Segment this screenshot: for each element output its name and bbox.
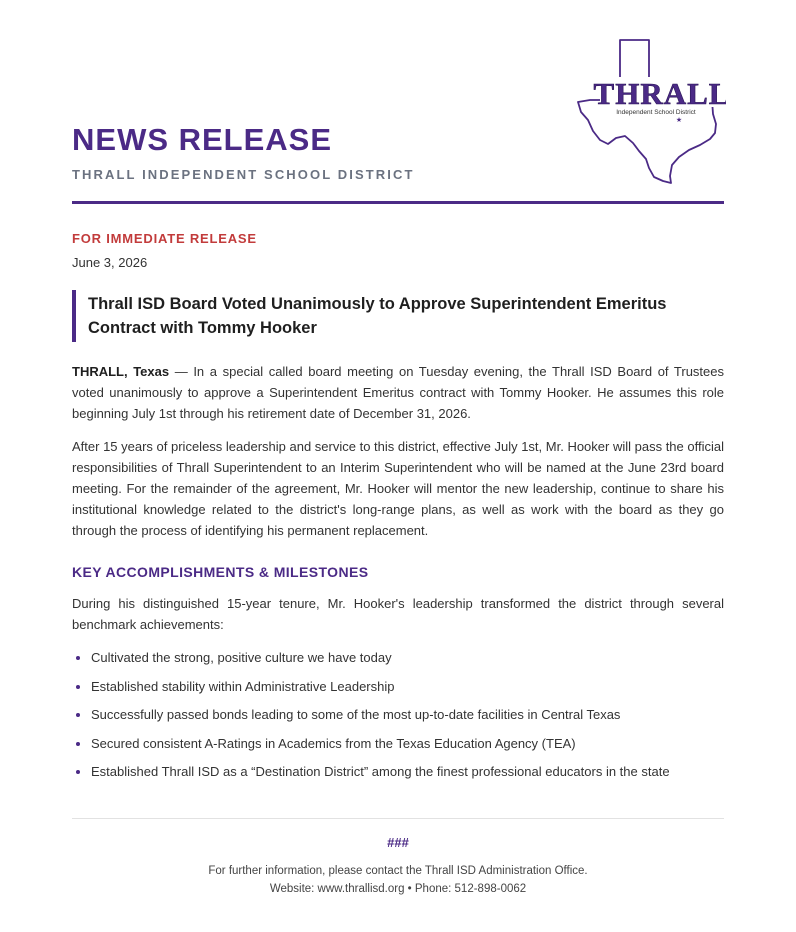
accomplishments-list: [72, 647, 724, 790]
page-title: NEWS RELEASE: [72, 122, 333, 157]
headline-block: [72, 290, 712, 342]
contact-info: [72, 862, 724, 898]
paragraph-1-text: — In a special called board meeting on Tuesday evening, the Thrall ISD Board of Trustees voted unanimously to approve a Superintendent Emeritus contract with Tommy Hooker. He assumes this role beginning July 1st through his retirement date of December 31, 2026.: [72, 364, 724, 421]
footer-divider: [72, 818, 724, 819]
logo-subtitle: Independent School District: [616, 109, 696, 116]
bullet-icon: [76, 770, 80, 774]
list-item: Secured consistent A-Ratings in Academics from the Texas Education Agency (TEA): [72, 733, 724, 762]
headline: Thrall ISD Board Voted Unanimously to Approve Superintendent Emeritus Contract with Tommy Hooker: [88, 295, 667, 337]
dateline: THRALL, Texas: [72, 364, 170, 379]
release-label: FOR IMMEDIATE RELEASE: [72, 231, 257, 246]
body-paragraph-1: [72, 361, 724, 424]
bullet-icon: [76, 742, 80, 746]
end-marker: ###: [387, 835, 409, 850]
list-item: Established stability within Administrative Leadership: [72, 676, 724, 705]
svg-text:★: ★: [675, 116, 683, 124]
header-divider: [72, 201, 724, 204]
texas-map-logo-icon: [576, 36, 726, 186]
bullet-icon: [76, 685, 80, 689]
accomplishments-intro: During his distinguished 15-year tenure, Mr. Hooker's leadership transformed the district through several benchmark achievements:: [72, 596, 724, 632]
district-name: THRALL INDEPENDENT SCHOOL DISTRICT: [72, 167, 415, 182]
list-item: Established Thrall ISD as a “Destination District” among the finest professional educators in the state: [72, 761, 724, 790]
district-logo: [576, 36, 726, 186]
list-item: Cultivated the strong, positive culture we have today: [72, 647, 724, 676]
news-release-page: [72, 0, 724, 932]
website-phone-line: Website: www.thrallisd.org • Phone: 512-898-0062: [269, 883, 527, 895]
bullet-icon: [76, 656, 80, 660]
contact-line: For further information, please contact the Thrall ISD Administration Office.: [208, 865, 588, 877]
list-item: Successfully passed bonds leading to some of the most up-to-date facilities in Central Texas: [72, 704, 724, 733]
bullet-icon: [76, 713, 80, 717]
body-paragraph-2: After 15 years of priceless leadership and service to this district, effective July 1st, Mr. Hooker will pass the official responsibilities of Thrall Superintendent to an Interim Superintendent who will be named at the June 23rd board meeting. For the remainder of the agreement, Mr. Hooker will mentor the new leadership, continue to share his institutional knowledge related to the district's long-range plans, as well as work with the board as they go through the process of identifying his permanent replacement.: [72, 439, 724, 538]
logo-wordmark: THRALL: [593, 76, 726, 111]
section-title: KEY ACCOMPLISHMENTS & MILESTONES: [72, 564, 369, 580]
release-date: June 3, 2026: [72, 255, 148, 270]
